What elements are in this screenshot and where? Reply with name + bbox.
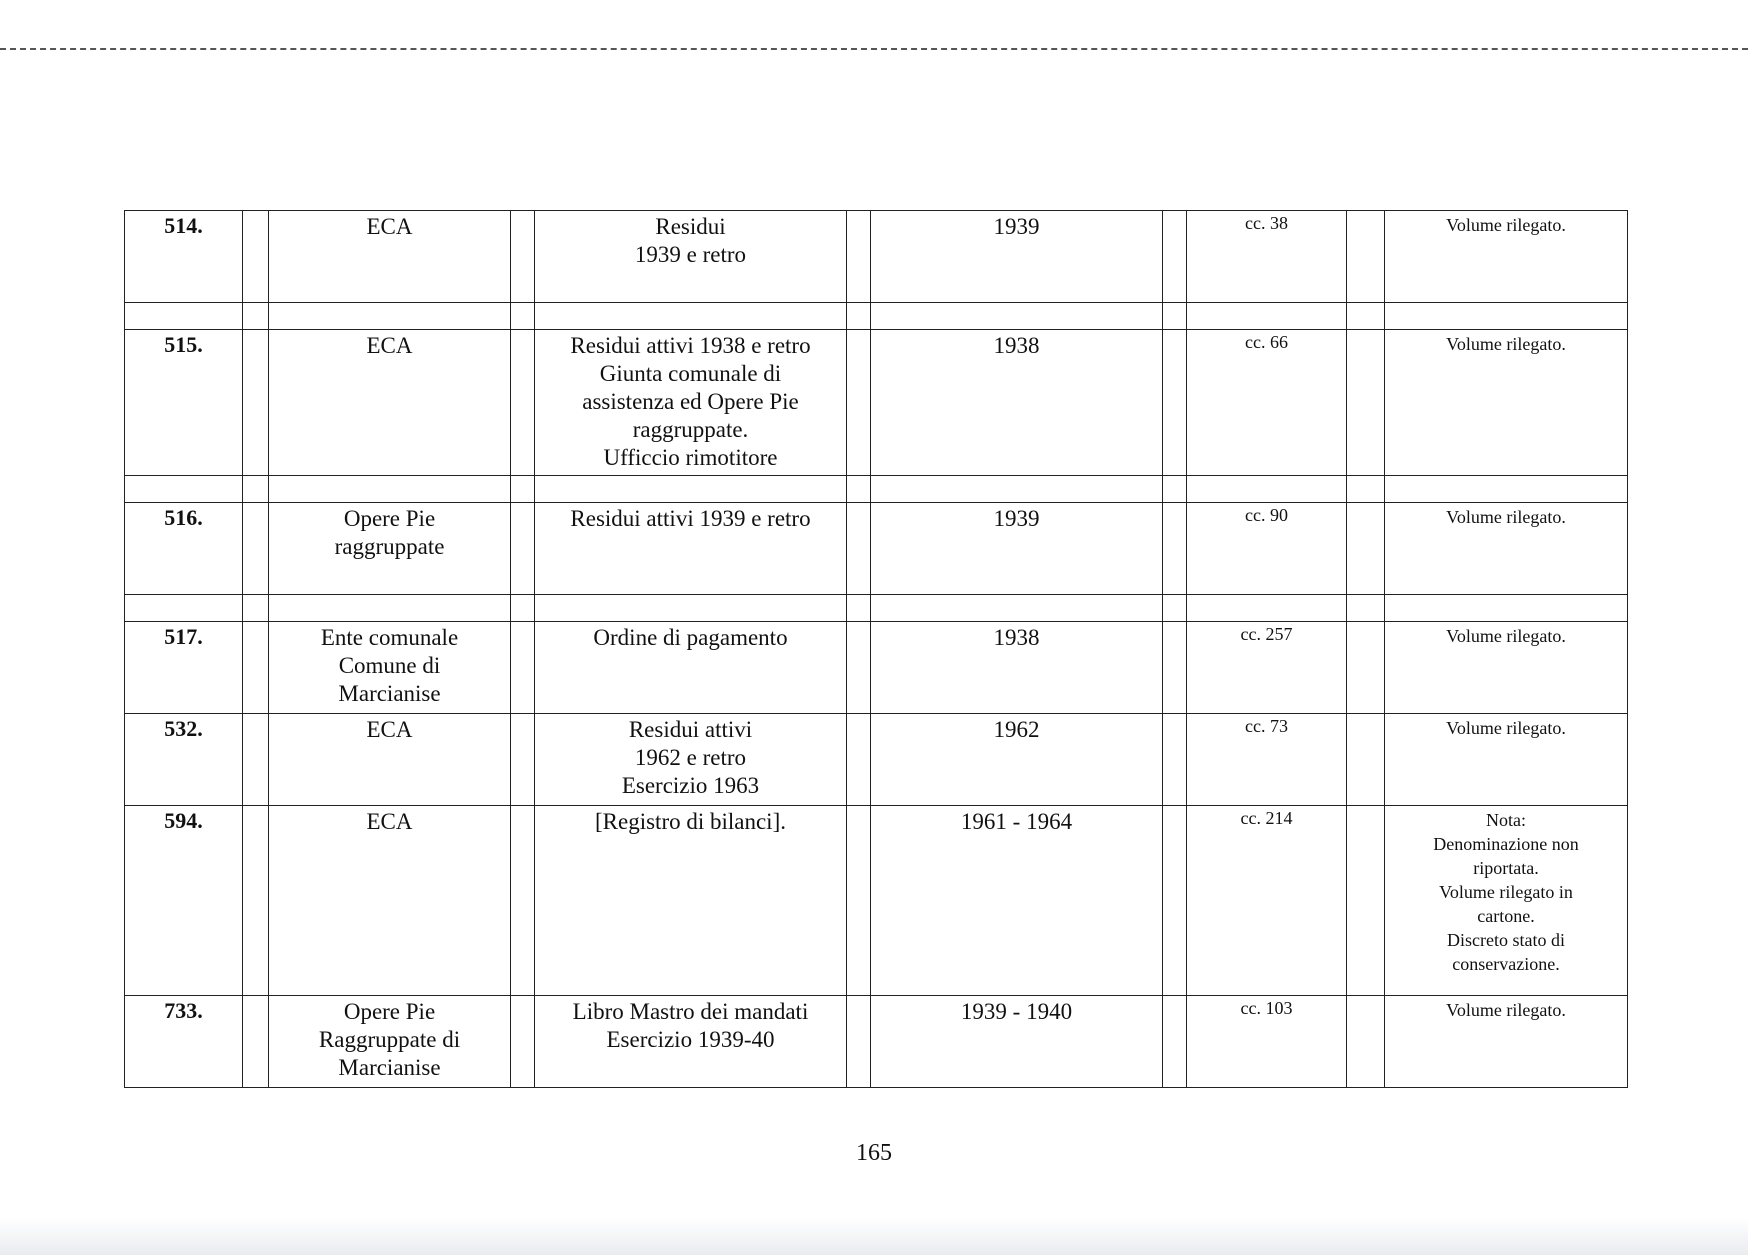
record-notes-line: Volume rilegato. xyxy=(1446,1000,1566,1020)
record-ente xyxy=(269,806,511,996)
record-date: 1961 - 1964 xyxy=(871,806,1163,996)
separator-cell xyxy=(535,303,847,330)
record-title-line: [Registro di bilanci]. xyxy=(595,809,786,834)
separator-cell xyxy=(535,595,847,622)
column-gap xyxy=(1163,714,1187,806)
column-gap xyxy=(847,806,871,996)
separator-cell xyxy=(1187,476,1347,503)
table-body xyxy=(125,211,1628,1088)
page-number: 165 xyxy=(856,1140,892,1166)
scan-top-edge xyxy=(0,48,1748,50)
column-gap xyxy=(243,211,269,303)
separator-cell xyxy=(269,303,511,330)
record-notes-line: Volume rilegato. xyxy=(1446,507,1566,527)
record-title-line: assistenza ed Opere Pie xyxy=(582,389,799,414)
separator-row xyxy=(125,476,1628,503)
separator-cell xyxy=(1347,595,1385,622)
separator-cell xyxy=(1385,476,1628,503)
record-title-line: Esercizio 1963 xyxy=(621,773,760,798)
separator-cell xyxy=(1163,595,1187,622)
record-title xyxy=(535,211,847,303)
record-date: 1938 xyxy=(871,622,1163,714)
record-date: 1962 xyxy=(871,714,1163,806)
separator-cell xyxy=(511,303,535,330)
record-notes-line: Volume rilegato. xyxy=(1446,626,1566,646)
separator-cell xyxy=(1347,476,1385,503)
record-title xyxy=(535,996,847,1088)
record-title xyxy=(535,330,847,476)
record-title xyxy=(535,503,847,595)
separator-cell xyxy=(511,595,535,622)
record-ente-line: Ente comunale xyxy=(320,625,459,650)
record-notes-line: Volume rilegato. xyxy=(1446,718,1566,738)
separator-cell xyxy=(125,476,243,503)
column-gap xyxy=(511,503,535,595)
record-ente-line: Raggruppate di xyxy=(318,1027,461,1052)
column-gap xyxy=(1347,806,1385,996)
record-notes-line: cartone. xyxy=(1477,906,1535,926)
record-pages: cc. 66 xyxy=(1187,330,1347,476)
record-notes xyxy=(1385,622,1628,714)
record-number: 517. xyxy=(125,622,243,714)
record-notes-line: Volume rilegato. xyxy=(1446,215,1566,235)
record-pages: cc. 90 xyxy=(1187,503,1347,595)
record-notes xyxy=(1385,211,1628,303)
column-gap xyxy=(511,806,535,996)
record-ente-line: ECA xyxy=(366,717,413,742)
record-ente xyxy=(269,330,511,476)
record-title-line: Ufficcio rimotitore xyxy=(603,445,778,470)
separator-cell xyxy=(269,595,511,622)
record-title-line: raggruppate. xyxy=(632,417,749,442)
record-title-line: Residui xyxy=(655,214,726,239)
record-ente xyxy=(269,622,511,714)
record-title-line: Residui attivi 1939 e retro xyxy=(570,506,811,531)
record-pages: cc. 103 xyxy=(1187,996,1347,1088)
separator-cell xyxy=(243,476,269,503)
record-title xyxy=(535,622,847,714)
record-notes xyxy=(1385,503,1628,595)
record-date: 1939 xyxy=(871,211,1163,303)
column-gap xyxy=(511,996,535,1088)
record-title-line: Residui attivi 1938 e retro xyxy=(570,333,811,358)
record-pages: cc. 38 xyxy=(1187,211,1347,303)
table-row xyxy=(125,503,1628,595)
separator-cell xyxy=(1385,595,1628,622)
table-row xyxy=(125,211,1628,303)
column-gap xyxy=(847,996,871,1088)
record-ente-line: ECA xyxy=(366,333,413,358)
separator-cell xyxy=(871,595,1163,622)
separator-cell xyxy=(1347,303,1385,330)
record-number: 733. xyxy=(125,996,243,1088)
record-title xyxy=(535,806,847,996)
column-gap xyxy=(511,330,535,476)
record-ente xyxy=(269,996,511,1088)
column-gap xyxy=(243,714,269,806)
record-ente-line: Comune di xyxy=(338,653,441,678)
column-gap xyxy=(243,330,269,476)
separator-cell xyxy=(871,476,1163,503)
column-gap xyxy=(243,806,269,996)
record-pages: cc. 73 xyxy=(1187,714,1347,806)
record-notes xyxy=(1385,330,1628,476)
record-ente xyxy=(269,503,511,595)
separator-cell xyxy=(1163,476,1187,503)
column-gap xyxy=(1347,714,1385,806)
table-row xyxy=(125,714,1628,806)
separator-cell xyxy=(1187,303,1347,330)
record-ente-line: Opere Pie xyxy=(343,506,436,531)
column-gap xyxy=(1347,330,1385,476)
column-gap xyxy=(1163,622,1187,714)
record-notes-line: conservazione. xyxy=(1452,954,1560,974)
record-title-line: Giunta comunale di xyxy=(599,361,782,386)
column-gap xyxy=(1347,622,1385,714)
record-date: 1939 - 1940 xyxy=(871,996,1163,1088)
column-gap xyxy=(1347,503,1385,595)
separator-cell xyxy=(847,303,871,330)
separator-cell xyxy=(511,476,535,503)
separator-row xyxy=(125,595,1628,622)
column-gap xyxy=(1163,503,1187,595)
record-notes xyxy=(1385,996,1628,1088)
record-notes-line: Denominazione non xyxy=(1433,834,1579,854)
separator-cell xyxy=(1187,595,1347,622)
record-notes-line: Nota: xyxy=(1486,810,1526,830)
column-gap xyxy=(1163,211,1187,303)
separator-cell xyxy=(1163,303,1187,330)
column-gap xyxy=(847,330,871,476)
record-ente xyxy=(269,714,511,806)
record-number: 594. xyxy=(125,806,243,996)
record-notes-line: Volume rilegato in xyxy=(1439,882,1573,902)
record-notes-line: Discreto stato di xyxy=(1447,930,1565,950)
scan-bottom-shade xyxy=(0,1217,1748,1255)
record-title-line: Libro Mastro dei mandati xyxy=(572,999,809,1024)
column-gap xyxy=(1347,996,1385,1088)
record-ente-line: ECA xyxy=(366,809,413,834)
separator-row xyxy=(125,303,1628,330)
separator-cell xyxy=(243,303,269,330)
table-row xyxy=(125,806,1628,996)
column-gap xyxy=(1347,211,1385,303)
record-date: 1938 xyxy=(871,330,1163,476)
record-ente-line: Marcianise xyxy=(338,681,441,706)
record-ente-line: Marcianise xyxy=(338,1055,441,1080)
table-row xyxy=(125,622,1628,714)
record-title-line: 1962 e retro xyxy=(634,745,747,770)
separator-cell xyxy=(847,476,871,503)
column-gap xyxy=(511,622,535,714)
column-gap xyxy=(1163,330,1187,476)
record-number: 515. xyxy=(125,330,243,476)
separator-cell xyxy=(125,303,243,330)
separator-cell xyxy=(269,476,511,503)
record-notes xyxy=(1385,806,1628,996)
record-notes-line: Volume rilegato. xyxy=(1446,334,1566,354)
separator-cell xyxy=(535,476,847,503)
record-date: 1939 xyxy=(871,503,1163,595)
record-ente xyxy=(269,211,511,303)
record-ente-line: ECA xyxy=(366,214,413,239)
record-ente-line: raggruppate xyxy=(334,534,445,559)
separator-cell xyxy=(847,595,871,622)
record-number: 532. xyxy=(125,714,243,806)
column-gap xyxy=(1163,996,1187,1088)
record-title-line: 1939 e retro xyxy=(634,242,747,267)
column-gap xyxy=(847,714,871,806)
record-pages: cc. 257 xyxy=(1187,622,1347,714)
record-title xyxy=(535,714,847,806)
table-row xyxy=(125,330,1628,476)
inventory-table xyxy=(124,210,1628,1088)
record-title-line: Esercizio 1939-40 xyxy=(606,1027,775,1052)
column-gap xyxy=(511,211,535,303)
column-gap xyxy=(847,211,871,303)
record-notes-line: riportata. xyxy=(1473,858,1539,878)
record-pages: cc. 214 xyxy=(1187,806,1347,996)
record-title-line: Ordine di pagamento xyxy=(593,625,788,650)
separator-cell xyxy=(125,595,243,622)
column-gap xyxy=(511,714,535,806)
column-gap xyxy=(243,622,269,714)
table-row xyxy=(125,996,1628,1088)
separator-cell xyxy=(243,595,269,622)
record-number: 516. xyxy=(125,503,243,595)
record-number: 514. xyxy=(125,211,243,303)
column-gap xyxy=(243,996,269,1088)
record-title-line: Residui attivi xyxy=(628,717,753,742)
column-gap xyxy=(1163,806,1187,996)
column-gap xyxy=(847,503,871,595)
separator-cell xyxy=(1385,303,1628,330)
column-gap xyxy=(243,503,269,595)
record-ente-line: Opere Pie xyxy=(343,999,436,1024)
separator-cell xyxy=(871,303,1163,330)
column-gap xyxy=(847,622,871,714)
record-notes xyxy=(1385,714,1628,806)
